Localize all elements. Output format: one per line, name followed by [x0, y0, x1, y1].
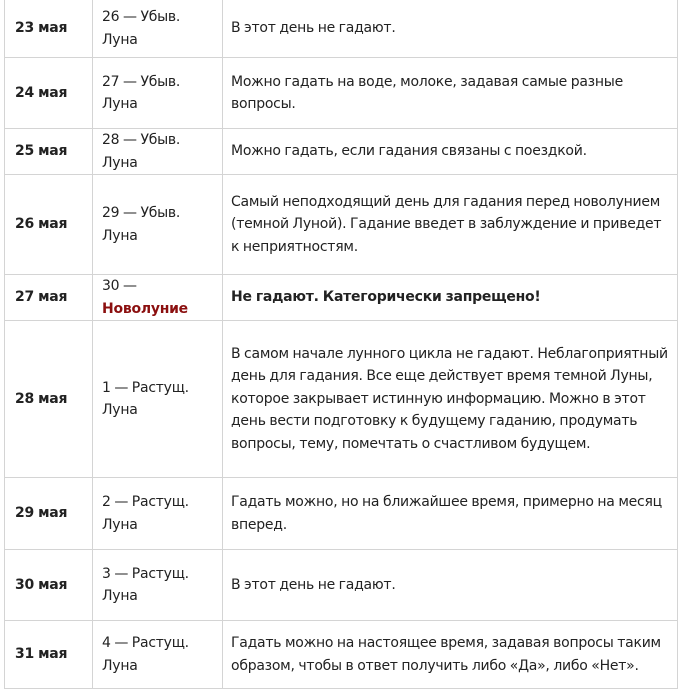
- description-cell: Самый неподходящий день для гадания перед новолунием (темной Луной). Гадание введет в заблуждение и приведет к неприятностям.: [223, 175, 678, 275]
- table-row: [5, 175, 678, 275]
- moon-phase-cell: 1 — Растущ. Луна: [93, 321, 223, 478]
- moon-phase-cell: 2 — Растущ. Луна: [93, 478, 223, 550]
- moon-phase-cell: 28 — Убыв. Луна: [93, 129, 223, 175]
- description-cell: Можно гадать на воде, молоке, задавая самые разные вопросы.: [223, 58, 678, 129]
- description-cell: В этот день не гадают.: [223, 0, 678, 58]
- date-cell: 26 мая: [5, 175, 93, 275]
- moon-day-number: 30 —: [102, 278, 137, 294]
- date-cell: 27 мая: [5, 275, 93, 321]
- date-cell: 31 мая: [5, 621, 93, 689]
- moon-phase-cell: 29 — Убыв. Луна: [93, 175, 223, 275]
- description-cell: Гадать можно на настоящее время, задавая вопросы таким образом, чтобы в ответ получить либо «Да», либо «Нет».: [223, 621, 678, 689]
- moon-phase-cell: 3 — Растущ. Луна: [93, 550, 223, 621]
- lunar-calendar-table: [4, 0, 678, 689]
- table-row: [5, 478, 678, 550]
- date-cell: 24 мая: [5, 58, 93, 129]
- table-row: [5, 550, 678, 621]
- table-row: [5, 321, 678, 478]
- date-cell: 30 мая: [5, 550, 93, 621]
- table-row: [5, 58, 678, 129]
- description-cell: В самом начале лунного цикла не гадают. Неблагоприятный день для гадания. Все еще действует время темной Луны, которое закрывает истинную информацию. Можно в этот день вести подготовку к будущему гаданию, продумать вопросы, тему, помечтать о счастливом будущем.: [223, 321, 678, 478]
- date-cell: 29 мая: [5, 478, 93, 550]
- table-row: [5, 275, 678, 321]
- description-cell: Не гадают. Категорически запрещено!: [223, 275, 678, 321]
- new-moon-label: Новолуние: [102, 300, 188, 317]
- moon-phase-cell: 27 — Убыв. Луна: [93, 58, 223, 129]
- moon-phase-cell: [93, 275, 223, 321]
- date-cell: 25 мая: [5, 129, 93, 175]
- table-row: [5, 129, 678, 175]
- description-cell: В этот день не гадают.: [223, 550, 678, 621]
- description-cell: Можно гадать, если гадания связаны с поездкой.: [223, 129, 678, 175]
- table-row: [5, 621, 678, 689]
- description-cell: Гадать можно, но на ближайшее время, примерно на месяц вперед.: [223, 478, 678, 550]
- table-row: [5, 0, 678, 58]
- moon-phase-cell: 4 — Растущ. Луна: [93, 621, 223, 689]
- date-cell: 23 мая: [5, 0, 93, 58]
- moon-phase-cell: 26 — Убыв. Луна: [93, 0, 223, 58]
- date-cell: 28 мая: [5, 321, 93, 478]
